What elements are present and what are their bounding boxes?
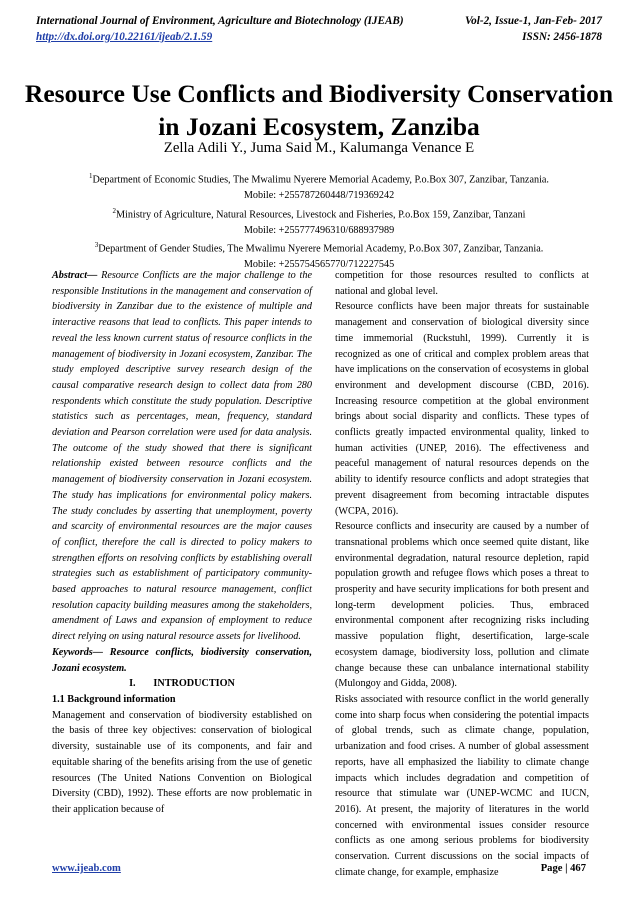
affiliation-2: $^2$Ministry of Agriculture, Natural Resources, Livestock and Fisheries, P.o.Box 159, Zanzibar, Tanzani [112,206,526,220]
section-heading: I. INTRODUCTION [129,678,235,690]
body-paragraph: competition for those resources resulted to conflicts at national and global level. [335,270,589,297]
body-paragraph: Risks associated with resource conflict in the world generally come into sharp focus when considering the potential impacts of global trends, such as climate change, population, urbanization and food crises. A number of global assessment reports, have all emphasized the liability to climate change impacts which includes degradation and competition of resource that stimulate war (UNEP-WCMC and IUCN, 2016). At present, the majority of literatures in the world concerned with environmental issues consider resource conflicts as one among serious problems for biodiversity conservation. Current discussions on the social impacts of climate change, for example, emphasize [335,693,589,878]
abstract-label: Abstract— [52,270,98,281]
abstract-text: Resource Conflicts are the major challenge to the responsible Institutions in the management and conservation of biodiversity in Zanzibar due to the existence of multiple and interactive reasons that lead to conflicts. This paper intends to reveal the less known current status of resource conflicts in the management of biodiversity in Jozani ecosystem, Zanzibar. The study employed descriptive survey research design of the causal comparative research design to collect data from 280 respondents which constitute the study population. Descriptive statistics such as percentages, mean, frequency, standard deviation and Pearson correlation were used for data analysis. The outcome of the study showed that there is significant relationship existed between resource conflicts and the management of biodiversity conservation in Jozani ecosystem. The study has implications for environmental policy makers. The study concludes by asserting that unemployment, poverty and scarcity of environmental resources are the major causes of conflict, therefore the call is directed to policy makers to strengthen efforts on resolving conflicts by establishing overall strategies such as establishment of participatory community-based approaches to natural resource management, conflict resolution capacity building measures among the stakeholders, amendment of Laws and expansion of employment to reduce direct relying on using natural resource assets for livelihood. [52,270,312,643]
affiliation-1-mobile: Mobile: +255787260448/719369242 [243,189,395,201]
left-column [52,268,312,818]
paper-title: Resource Use Conflicts and Biodiversity Conservation in Jozani Ecosystem, Zanziba [24,79,614,141]
page-number: Page | 467 [540,863,586,874]
journal-name: International Journal of Environment, Agriculture and Biotechnology (IJEAB) [36,15,404,27]
volume-issue: Vol-2, Issue-1, Jan-Feb- 2017 [464,15,602,27]
journal-website-link[interactable]: www.ijeab.com [52,863,121,874]
keywords-label: Keywords— [52,646,103,658]
issn: ISSN: 2456-1878 [522,31,602,43]
body-paragraph: Resource conflicts have been major threats for sustainable management and conservation of biological diversity since time immemorial (Ruckstuhl, 1999). Currently it is recognized as one of critical and complex problem areas that have implications on the conservation of ecosystems in global environment and development discourse (CBD, 2016). Increasing resource competition at the global environment brings about social disparity and conflicts. These types of conflicts greatly impacted environmental quality, linked to human activities (UNEP, 2016). The effectiveness and peaceful management of natural resources depends on the ability to identify resource conflicts and adopt strategies that prevent disagreement from becoming intractable disputes (WCPA, 2016). [335,301,589,517]
doi-link[interactable]: http://dx.doi.org/10.22161/ijeab/2.1.59 [36,31,213,43]
right-column [335,268,589,880]
affiliations [20,169,618,273]
abstract [52,268,312,645]
page-footer [52,863,586,874]
affiliation-1: $^1$Department of Economic Studies, The Mwalimu Nyerere Memorial Academy, P.o.Box 307, Zanzibar, Tanzania. [89,172,549,186]
affiliation-3-mobile: Mobile: +255754565770/712227545 [243,259,395,271]
affiliation-3: $^3$Department of Gender Studies, The Mwalimu Nyerere Memorial Academy, P.o.Box 307, Zanzibar, Tanzania. [94,241,544,255]
subsection-heading: 1.1 Background information [52,693,176,705]
running-header [36,13,602,45]
body-paragraph: Resource conflicts and insecurity are caused by a number of transnational problems which once seemed quite distant, like environmental degradation, natural resource depletion, rapid population growth and refugee flows which poses a threat to prosperity and have security implications for both present and long-term development policies. Thus, embraced environmental component after recognizing risks including massive population flight, desertification, large-scale ecosystem damage, biodiversity loss, pollution and climate change because these can unbalance international stability (Mulongoy and Gidda, 2008). [335,521,589,690]
body-paragraph: Management and conservation of biodiversity established on the basis of three key objectives: conservation of biological diversity, sustainable use of its components, and fair and equitable sharing of the benefits arising from the use of genetic resources (The United Nations Convention on Biological Diversity (CBD), 1992). These efforts are now problematic in their application because of [52,709,312,815]
author-list: Zella Adili Y., Juma Said M., Kalumanga Venance E [163,140,475,156]
keywords [52,645,312,676]
keywords-text: Resource conflicts, biodiversity conservation, Jozani ecosystem. [52,646,312,674]
affiliation-2-mobile: Mobile: +255777496310/688937989 [243,224,395,236]
